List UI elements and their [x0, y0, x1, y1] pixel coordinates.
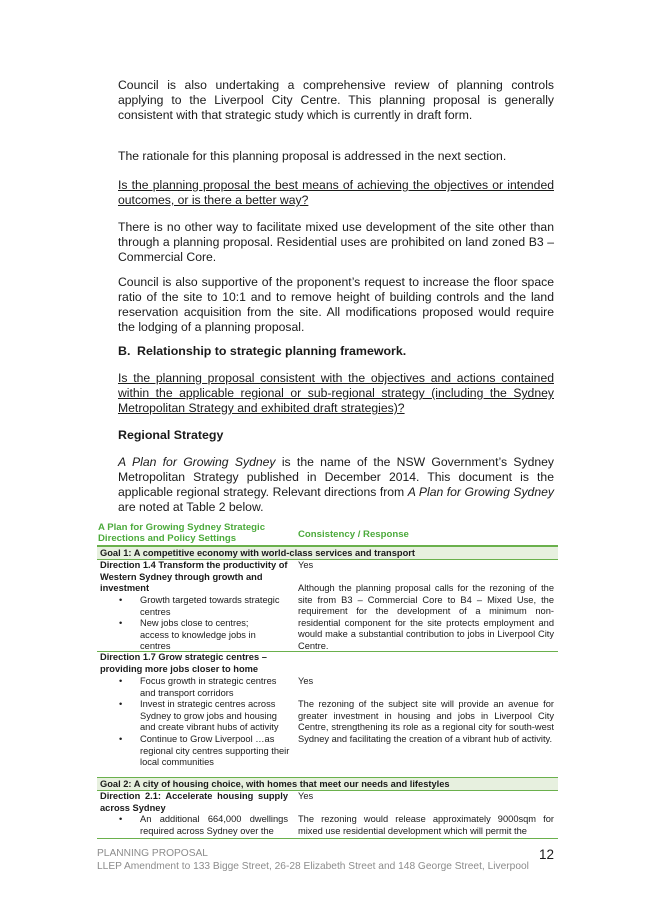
bullet-text: New jobs close to centres; access to knowledge jobs in centres: [140, 618, 256, 652]
paragraph-city-centre-review: Council is also undertaking a comprehensive review of planning controls applying to the Liverpool City Centre. This planning proposal is generally consistent with that strategic study which is currently in draft form.: [118, 78, 554, 122]
footer-document-title: LLEP Amendment to 133 Bigge Street, 26-28 Elizabeth Street and 148 George Street, Liverpool: [97, 861, 529, 872]
bullet-dot: •: [119, 814, 123, 824]
regional-strategy-heading: Regional Strategy: [118, 428, 224, 442]
direction-1-7-bullet-2: [119, 699, 290, 734]
direction-2-1-bullet-1: [119, 814, 288, 837]
bullet-dot: •: [119, 699, 123, 709]
paragraph-plan-for-growing-sydney: [118, 455, 554, 515]
footer-document-type: PLANNING PROPOSAL: [97, 848, 208, 859]
plan-text-2: are noted at Table 2 below.: [118, 500, 264, 514]
bullet-text: Continue to Grow Liverpool …as regional city centres supporting their local communities: [140, 734, 290, 768]
bullet-dot: •: [119, 618, 123, 628]
direction-2-1-response: The rezoning would release approximately 9000sqm for mixed use residential development which will permit the: [298, 814, 554, 836]
bullet-text: Growth targeted towards strategic centres: [140, 595, 280, 617]
bullet-dot: •: [119, 734, 123, 744]
table-header-consistency: Consistency / Response: [298, 529, 409, 540]
direction-1-7-bullet-1: [119, 676, 290, 699]
page-number: 12: [539, 847, 555, 862]
direction-1-7-bullet-3: [119, 734, 290, 769]
section-b-title: Relationship to strategic planning framework.: [137, 344, 407, 358]
direction-2-1-title: Direction 2.1: Accelerate housing supply across Sydney: [100, 791, 288, 813]
direction-2-1-yes: Yes: [298, 791, 314, 801]
plan-text-1: is the name of the NSW Government’s Sydney Metropolitan Strategy published in December 2014. This document is the applicable regional strategy. Relevant directions from: [118, 455, 554, 499]
table-bottom-rule: [97, 838, 558, 839]
plan-title-italic-2: A Plan for Growing Sydney: [407, 485, 554, 499]
direction-1-4-title: Direction 1.4 Transform the productivity of Western Sydney through growth and investment: [100, 560, 288, 594]
direction-1-4-bullet-1: [119, 595, 290, 618]
goal-2-row: Goal 2: A city of housing choice, with homes that meet our needs and lifestyles: [97, 778, 558, 790]
paragraph-fsr-support: Council is also supportive of the proponent’s request to increase the floor space ratio of the site to 10:1 and to remove height of building controls and the land reservation acquisition from the site. All modifications proposed would require the lodging of a planning proposal.: [118, 275, 554, 334]
bullet-dot: •: [119, 595, 123, 605]
question-best-means: Is the planning proposal the best means of achieving the objectives or intended outcomes, or is there a better way?: [118, 178, 554, 207]
direction-1-4-yes: Yes: [298, 560, 314, 570]
goal-1-row: Goal 1: A competitive economy with world-class services and transport: [97, 547, 558, 559]
bullet-text: Focus growth in strategic centres and transport corridors: [140, 676, 277, 698]
bullet-text: An additional 664,000 dwellings required across Sydney over the: [140, 814, 288, 836]
table-header-directions: A Plan for Growing Sydney Strategic Directions and Policy Settings: [98, 522, 266, 544]
paragraph-rationale: The rationale for this planning proposal is addressed in the next section.: [118, 149, 507, 163]
plan-title-italic-1: A Plan for Growing Sydney: [118, 455, 276, 469]
direction-1-7-response: The rezoning of the subject site will provide an avenue for greater investment in housing and jobs in Liverpool City Centre, strengthening its role as a regional city for south-west Sydney and facilitating the creation of a vibrant hub of activity.: [298, 699, 554, 744]
direction-1-4-response: Although the planning proposal calls for the rezoning of the site from B3 – Commercial Core to B4 – Mixed Use, the requirement for the development of a minimum non-residential component for the site protects employment and would make a substantial contribution to jobs in Liverpool City Centre.: [298, 583, 554, 651]
bullet-text: Invest in strategic centres across Sydney to grow jobs and housing and create vibrant hubs of activity: [140, 699, 279, 733]
bullet-dot: •: [119, 676, 123, 686]
paragraph-no-other-way: There is no other way to facilitate mixed use development of the site other than through a planning proposal. Residential uses are prohibited on land zoned B3 – Commercial Core.: [118, 220, 554, 264]
section-b-number: B.: [118, 344, 131, 358]
section-b-heading: [118, 344, 406, 358]
direction-1-4-bullet-2: [119, 618, 270, 653]
direction-1-7-yes: Yes: [298, 676, 314, 686]
question-consistency: Is the planning proposal consistent with the objectives and actions contained within the applicable regional or sub-regional strategy (including the Sydney Metropolitan Strategy and exhibited draft strategies)?: [118, 371, 554, 415]
direction-1-7-title: Direction 1.7 Grow strategic centres – providing more jobs closer to home: [100, 652, 267, 674]
